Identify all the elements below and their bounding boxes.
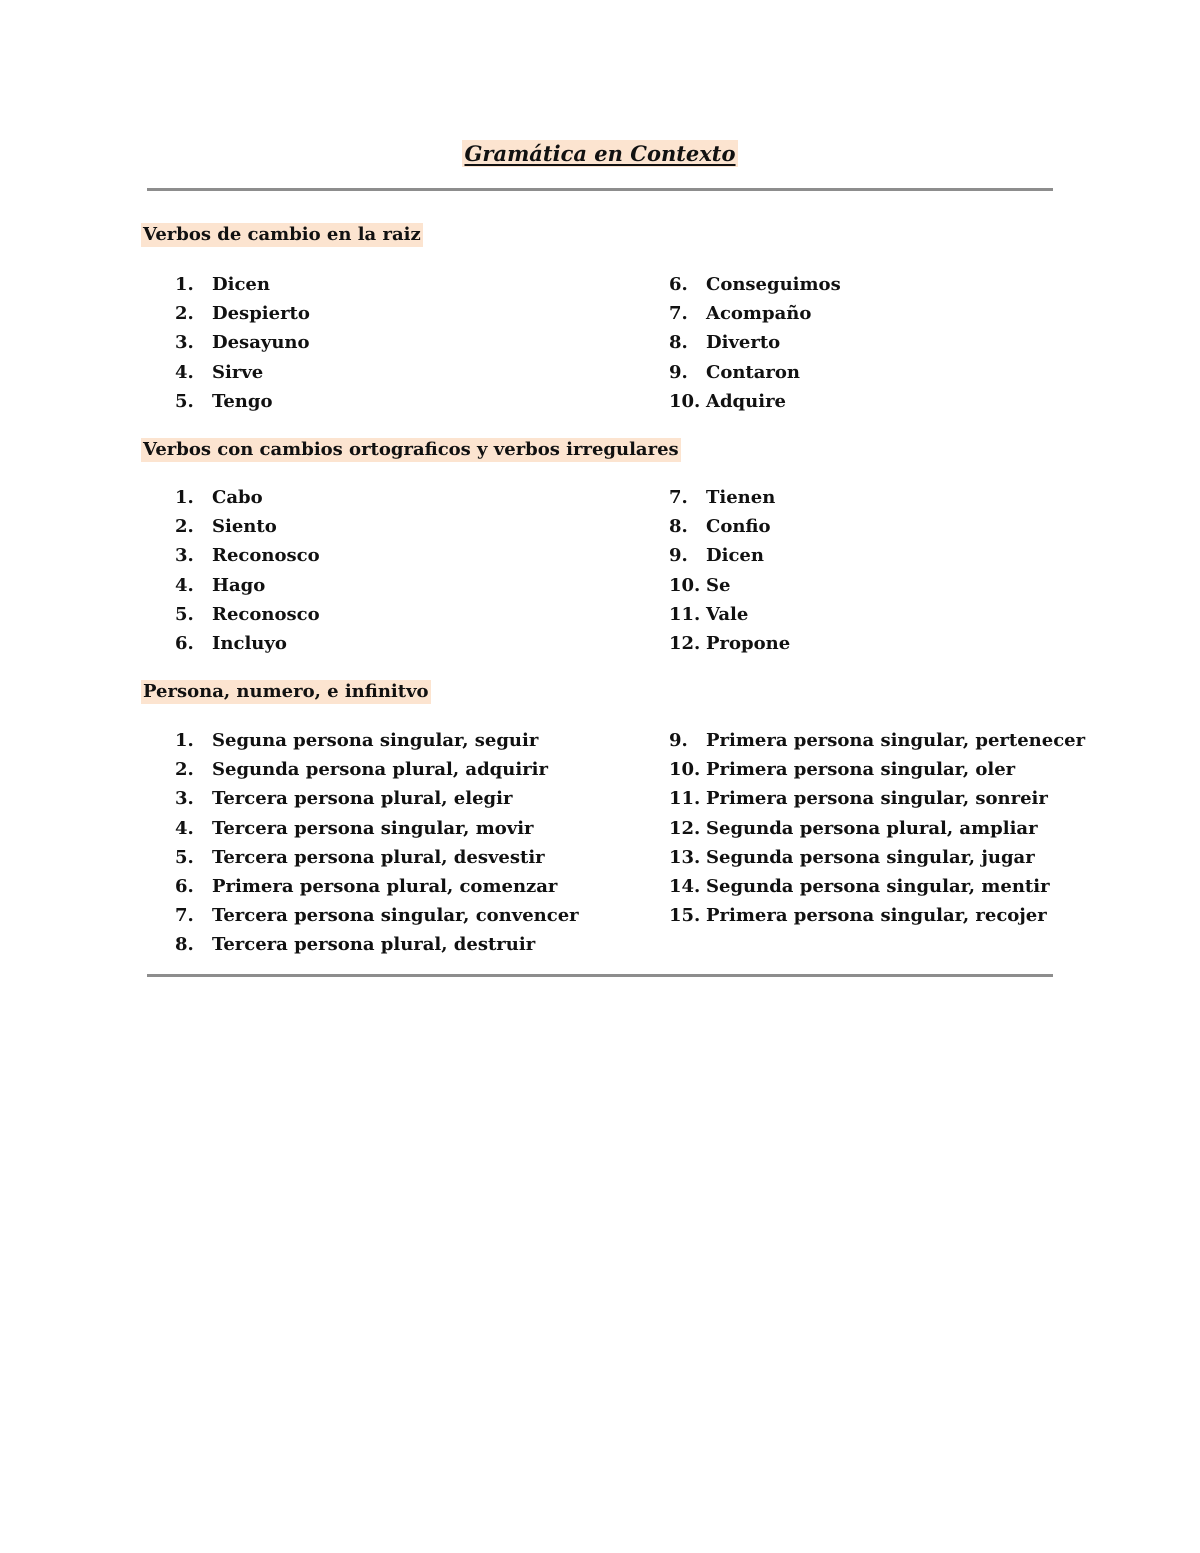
list-item (175, 901, 675, 930)
list-item (669, 901, 1089, 930)
item-text: Primera persona singular, recojer (706, 905, 1047, 927)
item-number: 9. (669, 361, 688, 383)
item-number: 5. (175, 603, 194, 625)
section-2-right-list (669, 483, 1089, 658)
section-2-left-list (175, 483, 675, 658)
item-text: Incluyo (212, 632, 287, 654)
list-item (175, 299, 675, 328)
item-number: 9. (669, 730, 688, 751)
item-number: 8. (175, 934, 194, 956)
item-number: 6. (175, 875, 194, 897)
list-item (669, 387, 1089, 416)
item-number: 2. (175, 516, 194, 538)
item-text: Tercera persona singular, movir (212, 817, 534, 839)
item-number: 7. (175, 905, 194, 927)
item-number: 11. (669, 603, 701, 625)
list-item (175, 784, 675, 813)
item-number: 8. (669, 516, 688, 538)
item-text: Se (706, 574, 731, 596)
item-text: Tienen (706, 487, 776, 508)
list-item (669, 843, 1089, 872)
item-text: Conseguimos (706, 274, 841, 295)
item-number: 8. (669, 332, 688, 354)
list-item (175, 629, 675, 658)
top-divider (147, 188, 1053, 191)
item-text: Dicen (212, 274, 270, 295)
item-number: 13. (669, 846, 701, 868)
item-text: Cabo (212, 487, 263, 508)
list-item (669, 483, 1089, 512)
item-number: 4. (175, 817, 194, 839)
item-text: Tengo (212, 390, 273, 412)
list-item (669, 512, 1089, 541)
item-number: 1. (175, 487, 194, 508)
item-text: Adquire (706, 390, 786, 412)
list-item (175, 814, 675, 843)
item-number: 6. (175, 632, 194, 654)
item-number: 11. (669, 788, 701, 810)
section-heading-2: Verbos con cambios ortograficos y verbos irregulares (143, 439, 679, 460)
list-item (669, 541, 1089, 570)
item-text: Reconosco (212, 545, 320, 567)
item-text: Despierto (212, 303, 310, 325)
list-item (175, 930, 675, 959)
item-text: Primera persona singular, pertenecer (706, 730, 1086, 751)
list-item (669, 755, 1089, 784)
list-item (669, 571, 1089, 600)
list-item (175, 483, 675, 512)
item-number: 10. (669, 759, 701, 781)
section-1-left-list (175, 270, 675, 416)
list-item (669, 328, 1089, 357)
item-text: Primera persona singular, oler (706, 759, 1016, 781)
item-text: Sirve (212, 361, 264, 383)
item-number: 5. (175, 390, 194, 412)
list-item (669, 358, 1089, 387)
item-number: 12. (669, 632, 701, 654)
list-item (669, 299, 1089, 328)
item-number: 1. (175, 730, 194, 751)
item-text: Primera persona singular, sonreir (706, 788, 1048, 810)
item-text: Segunda persona singular, mentir (706, 875, 1050, 897)
section-heading-3: Persona, numero, e infinitvo (143, 681, 429, 702)
item-text: Vale (706, 603, 749, 625)
item-text: Tercera persona plural, elegir (212, 788, 513, 810)
item-number: 7. (669, 303, 688, 325)
list-item (669, 814, 1089, 843)
list-item (175, 872, 675, 901)
item-number: 10. (669, 390, 701, 412)
item-number: 9. (669, 545, 688, 567)
bottom-divider (147, 974, 1053, 977)
item-number: 3. (175, 545, 194, 567)
item-number: 15. (669, 905, 701, 927)
item-text: Diverto (706, 332, 781, 354)
item-text: Siento (212, 516, 277, 538)
item-number: 4. (175, 361, 194, 383)
item-text: Seguna persona singular, seguir (212, 730, 539, 751)
list-item (669, 600, 1089, 629)
item-text: Tercera persona plural, desvestir (212, 846, 545, 868)
list-item (175, 843, 675, 872)
list-item (669, 784, 1089, 813)
list-item (669, 270, 1089, 299)
item-text: Acompaño (706, 303, 812, 325)
item-number: 2. (175, 759, 194, 781)
item-number: 12. (669, 817, 701, 839)
list-item (175, 358, 675, 387)
item-text: Reconosco (212, 603, 320, 625)
list-item (669, 629, 1089, 658)
section-3-right-list (669, 726, 1089, 930)
section-3-left-list (175, 726, 675, 960)
item-text: Primera persona plural, comenzar (212, 875, 558, 897)
item-text: Contaron (706, 361, 800, 383)
item-text: Tercera persona singular, convencer (212, 905, 579, 927)
item-number: 3. (175, 332, 194, 354)
item-number: 2. (175, 303, 194, 325)
list-item (175, 387, 675, 416)
document-title: Gramática en Contexto (464, 141, 736, 166)
list-item (175, 328, 675, 357)
list-item (175, 541, 675, 570)
item-number: 10. (669, 574, 701, 596)
item-number: 7. (669, 487, 688, 508)
item-number: 5. (175, 846, 194, 868)
item-number: 4. (175, 574, 194, 596)
list-item (669, 726, 1089, 755)
item-text: Segunda persona plural, ampliar (706, 817, 1038, 839)
item-number: 3. (175, 788, 194, 810)
list-item (175, 755, 675, 784)
list-item (669, 872, 1089, 901)
item-text: Hago (212, 574, 266, 596)
title-wrap (0, 140, 1200, 167)
item-number: 1. (175, 274, 194, 295)
item-text: Tercera persona plural, destruir (212, 934, 536, 956)
item-number: 14. (669, 875, 701, 897)
section-heading-1: Verbos de cambio en la raiz (143, 224, 421, 245)
item-text: Segunda persona singular, jugar (706, 846, 1035, 868)
item-text: Desayuno (212, 332, 310, 354)
list-item (175, 726, 675, 755)
list-item (175, 600, 675, 629)
item-text: Dicen (706, 545, 764, 567)
item-text: Segunda persona plural, adquirir (212, 759, 548, 781)
list-item (175, 571, 675, 600)
item-text: Propone (706, 632, 791, 654)
list-item (175, 270, 675, 299)
section-1-right-list (669, 270, 1089, 416)
list-item (175, 512, 675, 541)
item-text: Confio (706, 516, 771, 538)
item-number: 6. (669, 274, 688, 295)
